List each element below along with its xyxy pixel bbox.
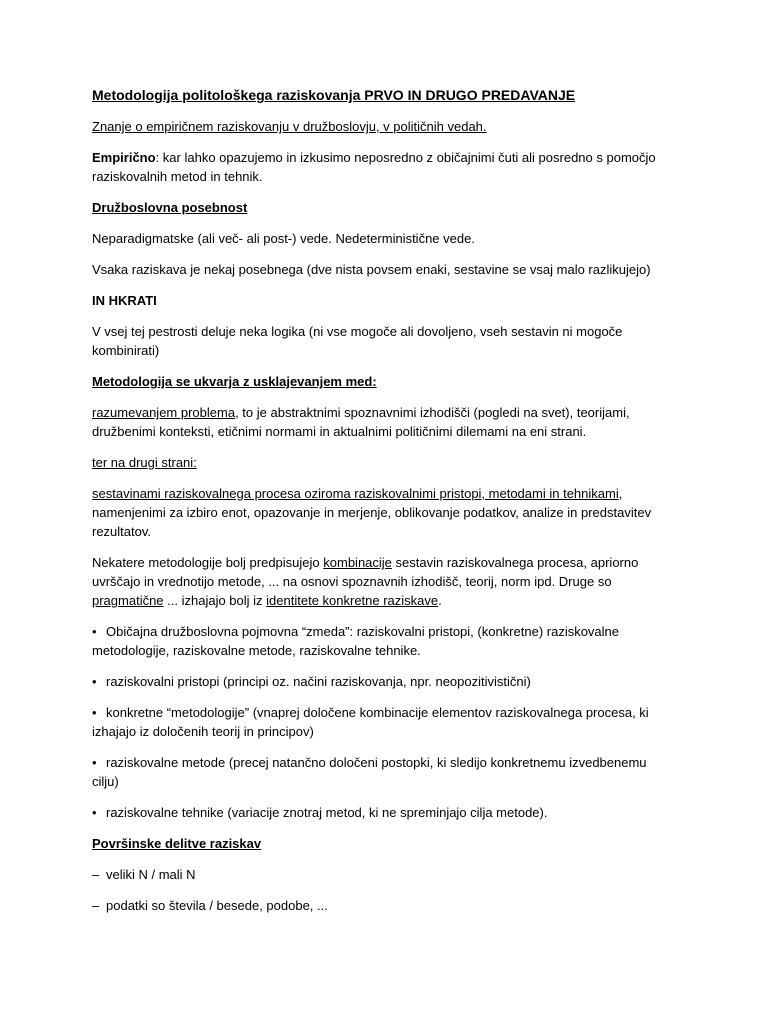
empiricno-paragraph [92, 148, 672, 186]
dash-item [92, 896, 672, 915]
paragraph-neparadigmatske: Neparadigmatske (ali več- ali post-) vede. Nedeterministične vede. [92, 231, 475, 246]
bullet-icon: • [92, 805, 97, 820]
section-heading-povrsinske: Površinske delitve raziskav [92, 836, 262, 851]
section-heading-druzboslovna: Družboslovna posebnost [92, 200, 248, 215]
dash-icon: – [92, 867, 100, 882]
bullet-icon: • [92, 674, 97, 689]
dash-icon: – [92, 898, 100, 913]
bullet-text: raziskovalne tehnike (variacije znotraj metod, ki ne spreminjajo cilja metode). [106, 805, 548, 820]
paragraph-vsaka-raziskava: Vsaka raziskava je nekaj posebnega (dve nista povsem enaki, sestavine se vsaj malo razlikujejo) [92, 262, 651, 277]
empiricno-text: : kar lahko opazujemo in izkusimo neposredno z običajnimi čuti ali posredno s pomočjo raziskovalnih metod in tehnik. [92, 150, 656, 184]
document-body [92, 86, 672, 927]
paragraph-sestavinami [92, 484, 672, 541]
nekatere-part2: sestavin raziskovalnega procesa, apriorno uvrščajo in vrednotijo metode, ... na osnovi spoznavnih izhodišč, teorij, norm ipd. Druge so [92, 555, 639, 589]
in-hkrati-label: IN HKRATI [92, 293, 157, 308]
bullet-item [92, 622, 672, 660]
razumevanjem-text: , to je abstraktnimi spoznavnimi izhodišči (pogledi na svet), teorijami, družbenimi konteksti, etičnimi normami in aktualnimi političnimi dilemami na eni strani. [92, 405, 630, 439]
nekatere-part3: ... izhajajo bolj iz [163, 593, 267, 608]
sestavinami-term: sestavinami raziskovalnega procesa oziroma raziskovalnimi pristopi, metodami in tehnikami [92, 486, 619, 501]
razumevanjem-term: razumevanjem problema [92, 405, 236, 420]
bullet-icon: • [92, 755, 97, 770]
bullet-text: Običajna družboslovna pojmovna “zmeda”: raziskovalni pristopi, (konkretne) raziskovalne metodologije, raziskovalne metode, raziskovalne tehnike. [92, 624, 620, 658]
paragraph-pestrost: V vsej tej pestrosti deluje neka logika (ni vse mogoče ali dovoljeno, vseh sestavin ni mogoče kombinirati) [92, 324, 623, 358]
empiricno-term: Empirično [92, 150, 156, 165]
bullet-text: konkretne “metodologije” (vnaprej določene kombinacije elementov raziskovalnega procesa, ki izhajajo iz določenih teorij in principov) [92, 705, 649, 739]
dash-text: veliki N / mali N [106, 867, 196, 882]
pragmaticne-term: pragmatične [92, 593, 164, 608]
bullet-item [92, 672, 672, 691]
bullet-text: raziskovalne metode (precej natančno določeni postopki, ki sledijo konkretnemu izvedbenemu cilju) [92, 755, 647, 789]
paragraph-nekatere-metodologije [92, 553, 672, 610]
dash-item [92, 865, 672, 884]
bullet-text: raziskovalni pristopi (principi oz. načini raziskovanja, npr. neopozitivistični) [106, 674, 531, 689]
intro-line: Znanje o empiričnem raziskovanju v družboslovju, v političnih vedah. [92, 119, 487, 134]
ter-na-drugi-strani: ter na drugi strani: [92, 455, 197, 470]
section-heading-metodologija: Metodologija se ukvarja z usklajevanjem med: [92, 374, 377, 389]
bullet-item [92, 703, 672, 741]
bullet-icon: • [92, 705, 97, 720]
document-title: Metodologija politološkega raziskovanja PRVO IN DRUGO PREDAVANJE [92, 87, 576, 103]
kombinacije-term: kombinacije [323, 555, 392, 570]
paragraph-razumevanjem [92, 403, 672, 441]
bullet-item [92, 753, 672, 791]
bullet-item [92, 803, 672, 822]
sestavinami-text: , namenjenimi za izbiro enot, opazovanje in merjenje, oblikovanje podatkov, analize in predstavitev rezultatov. [92, 486, 652, 539]
nekatere-part1: Nekatere metodologije bolj predpisujejo [92, 555, 324, 570]
nekatere-part4: . [438, 593, 442, 608]
identitete-term: identitete konkretne raziskave [266, 593, 439, 608]
bullet-icon: • [92, 624, 97, 639]
dash-text: podatki so števila / besede, podobe, ... [106, 898, 328, 913]
